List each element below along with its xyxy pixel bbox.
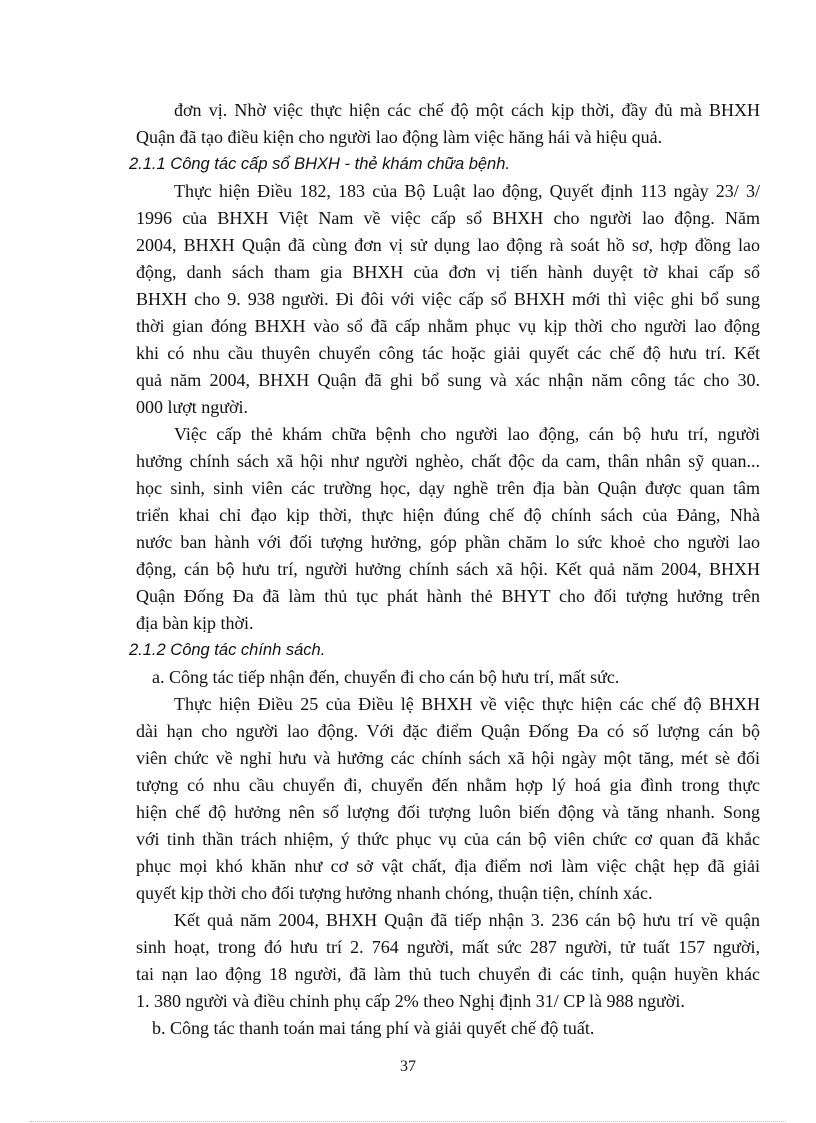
text-line: 2004, BHXH Quận đã cùng đơn vị sử dụng lao động rà soát hồ sơ, hợp đồng lao: [136, 235, 760, 255]
text-line: BHXH cho 9. 938 người. Đi đôi với việc cấp sổ BHXH mới thì việc ghi bổ sung: [136, 289, 760, 309]
text-line: dài hạn cho người lao động. Với đặc điểm Quận Đống Đa có số lượng cán bộ: [136, 721, 760, 741]
text-line: 1996 của BHXH Việt Nam về việc cấp sổ BHXH cho người lao động. Năm: [136, 208, 760, 228]
text-line: động, cán bộ hưu trí, người hưởng chính sách xã hội. Kết quả năm 2004, BHXH: [136, 559, 760, 579]
text-line: viên chức về nghỉ hưu và hưởng các chính sách xã hội ngày một tăng, mét sè đối: [136, 748, 760, 768]
text-line: Thực hiện Điều 25 của Điều lệ BHXH về việc thực hiện các chế độ BHXH: [174, 694, 760, 714]
text-line: học sinh, sinh viên các trường học, dạy nghề trên địa bàn Quận được quan tâm: [136, 478, 760, 498]
text-line: hưởng chính sách xã hội như người nghèo, chất độc da cam, thân nhân sỹ quan...: [136, 451, 760, 471]
text-line: động, danh sách tham gia BHXH của đơn vị tiến hành duyệt tờ khai cấp sổ: [136, 262, 760, 282]
text-line: 000 lượt người.: [136, 397, 249, 417]
text-line: thời gian đóng BHXH vào sổ đã cấp nhằm phục vụ kịp thời cho người lao động: [136, 316, 760, 336]
text-line: địa bàn kịp thời.: [136, 613, 254, 633]
text-line: triển khai chỉ đạo kịp thời, thực hiện đúng chế độ chính sách của Đảng, Nhà: [136, 505, 760, 525]
text-line: đơn vị. Nhờ việc thực hiện các chế độ một cách kịp thời, đầy đủ mà BHXH: [174, 100, 760, 120]
text-line: phục mọi khó khăn như cơ sở vật chất, địa điểm nơi làm việc chật hẹp đã giải: [136, 856, 760, 876]
text-line: 1. 380 người và điều chỉnh phụ cấp 2% theo Nghị định 31/ CP là 988 người.: [136, 991, 685, 1011]
text-line: Kết quả năm 2004, BHXH Quận đã tiếp nhận 3. 236 cán bộ hưu trí về quận: [174, 910, 760, 930]
text-line: nước ban hành với đối tượng hưởng, góp phần chăm lo sức khoẻ cho người lao: [136, 532, 760, 552]
text-line: Quận đã tạo điều kiện cho người lao động làm việc hăng hái và hiệu quả.: [136, 127, 663, 147]
text-line: Việc cấp thẻ khám chữa bệnh cho người lao động, cán bộ hưu trí, người: [174, 424, 760, 444]
list-item-b: b. Công tác thanh toán mai táng phí và giải quyết chế độ tuất.: [152, 1018, 595, 1038]
text-line: Thực hiện Điều 182, 183 của Bộ Luật lao động, Quyết định 113 ngày 23/ 3/: [174, 181, 760, 201]
list-item-a: a. Công tác tiếp nhận đến, chuyển đi cho cán bộ hưu trí, mất sức.: [152, 667, 620, 687]
text-line: quả năm 2004, BHXH Quận đã ghi bổ sung và xác nhận năm công tác cho 30.: [136, 370, 760, 390]
section-heading-2-1-1: 2.1.1 Công tác cấp sổ BHXH - thẻ khám chữa bệnh.: [129, 155, 510, 173]
page-number: 37: [400, 1058, 416, 1075]
text-line: hiện chế độ hưởng nên số lượng đối tượng luôn biến động và tăng nhanh. Song: [136, 802, 760, 822]
text-line: sinh hoạt, trong đó hưu trí 2. 764 người, mất sức 287 người, tử tuất 157 người,: [136, 937, 760, 957]
text-line: với tinh thần trách nhiệm, ý thức phục vụ của cán bộ viên chức cơ quan đã khắc: [136, 829, 760, 849]
text-line: quyết kịp thời cho đối tượng hưởng nhanh chóng, thuận tiện, chính xác.: [136, 883, 653, 903]
text-line: tai nạn lao động 18 người, đã làm thủ tuch chuyển đi các tỉnh, quận huyền khác: [136, 964, 760, 984]
section-heading-2-1-2: 2.1.2 Công tác chính sách.: [129, 641, 326, 659]
text-line: Quận Đống Đa đã làm thủ tục phát hành thẻ BHYT cho đối tượng hưởng trên: [136, 586, 760, 606]
text-line: tượng có nhu cầu chuyển đi, chuyển đến nhằm hợp lý hoá gia đình trong thực: [136, 775, 760, 795]
text-line: khi có nhu cầu thuyên chuyển công tác hoặc giải quyết các chế độ hưu trí. Kết: [136, 343, 760, 363]
footer-divider: [30, 1121, 786, 1122]
